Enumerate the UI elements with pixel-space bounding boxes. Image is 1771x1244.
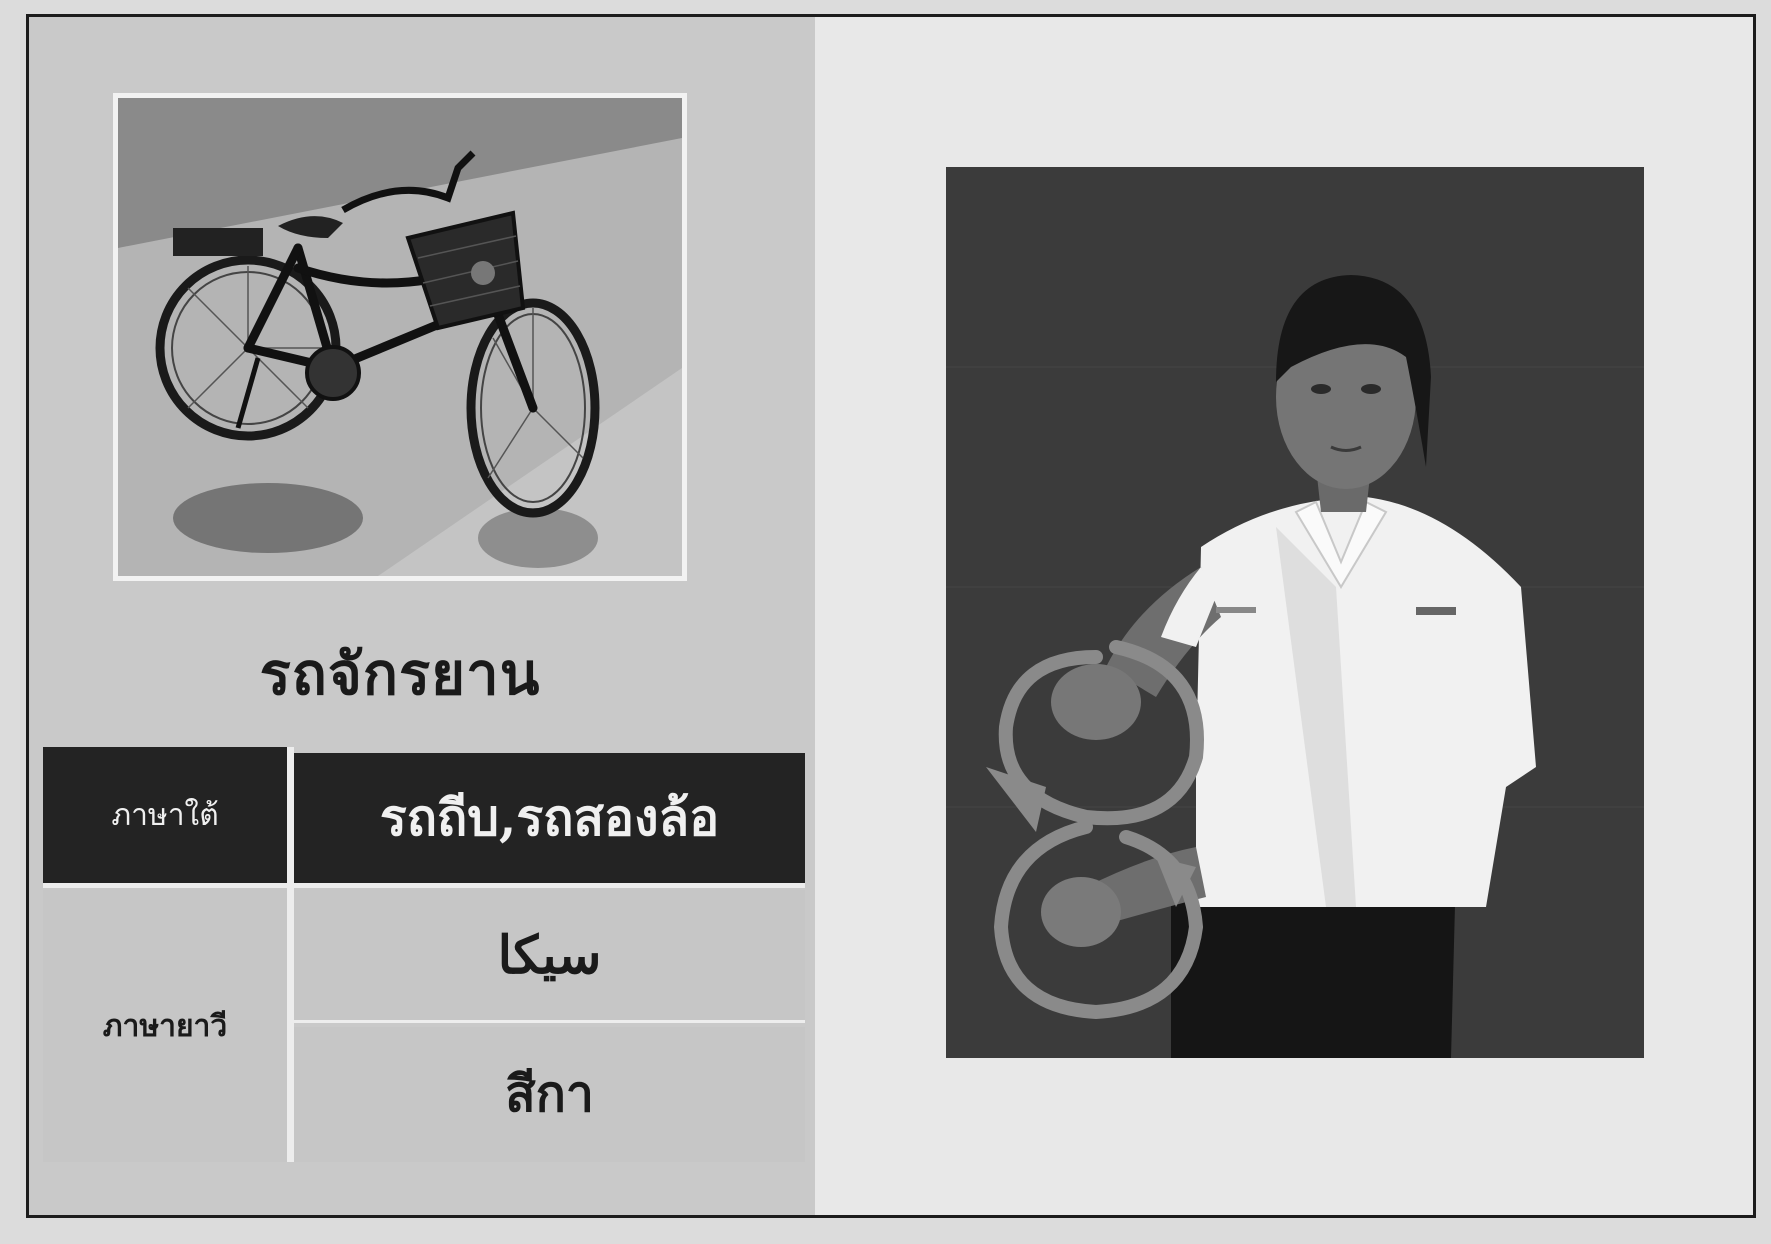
- south-dialect-value: รถถีบ,รถสองล้อ: [294, 753, 805, 883]
- word-title: รถจักรยาน: [259, 640, 541, 708]
- yawi-thai-value: สีกา: [294, 1027, 805, 1162]
- sign-language-photo: [946, 167, 1644, 1058]
- yawi-arabic-value: سيكا: [294, 890, 805, 1020]
- south-dialect-label: ภาษาใต้: [43, 747, 287, 883]
- bicycle-photo: [113, 93, 687, 581]
- table-divider: [43, 883, 805, 888]
- table-column-divider: [287, 747, 294, 1162]
- yawi-label: ภาษายาวี: [43, 890, 287, 1162]
- right-panel: [815, 17, 1753, 1215]
- page-frame: [26, 14, 1756, 1218]
- yawi-row-divider: [294, 1020, 805, 1023]
- left-panel: [29, 17, 815, 1215]
